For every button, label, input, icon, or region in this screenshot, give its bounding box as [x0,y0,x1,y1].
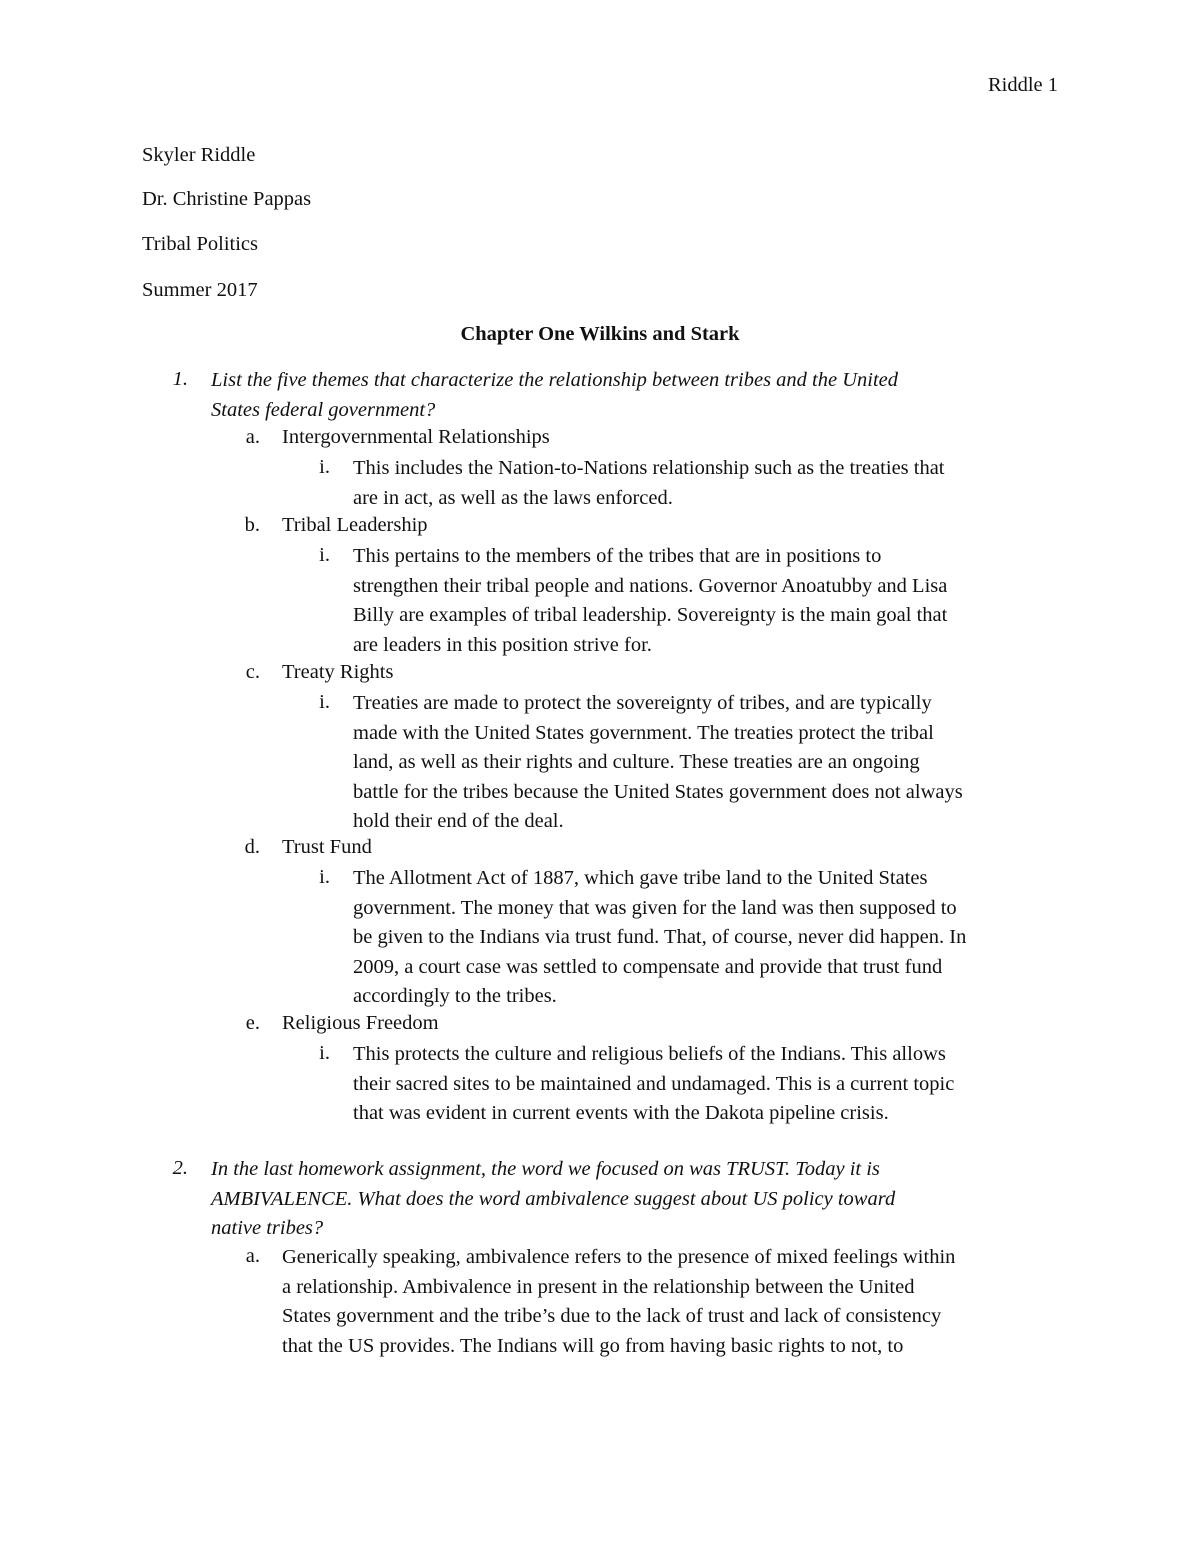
answer-text [282,1243,955,1361]
sub-item-marker: i. [319,1042,330,1064]
description-line: be given to the Indians via trust fund. That, of course, never did happen. In [353,926,967,948]
question-line: List the five themes that characterize the relationship between tribes and the United [211,369,899,391]
course-name: Tribal Politics [142,233,259,255]
question-line: AMBIVALENCE. What does the word ambivalence suggest about US policy toward [211,1187,896,1210]
answer-line: that the US provides. The Indians will go from having basic rights to not, to [282,1334,904,1357]
description-line: their sacred sites to be maintained and undamaged. This is a current topic [353,1072,955,1095]
question-1-text [211,366,898,425]
description-line: This protects the culture and religious beliefs of the Indians. This allows [353,1043,946,1065]
instructor-name: Dr. Christine Pappas [142,188,312,210]
description-line: are in act, as well as the laws enforced. [353,486,673,509]
description-line: made with the United States government. The treaties protect the tribal [353,721,934,744]
sub-item-marker: i. [319,544,330,566]
theme-label: Intergovernmental Relationships [282,426,550,448]
item-marker: c. [245,661,260,683]
question-number: 1. [172,368,188,390]
description-line: Billy are examples of tribal leadership. Sovereignty is the main goal that [353,604,948,626]
page-header-label: Riddle 1 [987,74,1058,96]
description-line: This includes the Nation-to-Nations relationship such as the treaties that [353,457,945,479]
question-2-text [211,1155,895,1244]
item-marker: d. [244,836,260,858]
sub-item-marker: i. [319,691,330,713]
item-marker: b. [244,514,260,536]
theme-label: Religious Freedom [282,1012,439,1034]
description-line: battle for the tribes because the United States government does not always [353,780,963,803]
description-line: The Allotment Act of 1887, which gave tribe land to the United States [353,867,928,889]
description-line: hold their end of the deal. [353,810,564,832]
document-title: Chapter One Wilkins and Stark [460,323,740,345]
question-line: States federal government? [211,398,436,421]
answer-line: a relationship. Ambivalence in present in the relationship between the United [282,1275,915,1298]
theme-description [353,1040,954,1129]
description-line: This pertains to the members of the tribes that are in positions to [353,545,882,567]
theme-label: Treaty Rights [282,661,394,683]
question-line: native tribes? [211,1217,324,1239]
student-name: Skyler Riddle [142,144,256,166]
description-line: accordingly to the tribes. [353,985,557,1007]
theme-description [353,454,945,513]
theme-description [353,542,947,660]
question-number: 2. [172,1157,188,1179]
description-line: strengthen their tribal people and nations. Governor Anoatubby and Lisa [353,574,948,597]
description-line: that was evident in current events with the Dakota pipeline crisis. [353,1102,889,1124]
answer-line: States government and the tribe’s due to the lack of trust and lack of consistency [282,1305,942,1327]
description-line: land, as well as their rights and culture. These treaties are an ongoing [353,751,920,773]
theme-label: Trust Fund [282,836,372,858]
answer-line: Generically speaking, ambivalence refers to the presence of mixed feelings within [282,1246,956,1268]
term: Summer 2017 [142,279,258,301]
question-line: In the last homework assignment, the word we focused on was TRUST. Today it is [211,1158,880,1180]
theme-description [353,864,966,1012]
theme-label: Tribal Leadership [282,514,428,536]
item-marker: a. [245,1245,260,1267]
sub-item-marker: i. [319,866,330,888]
sub-item-marker: i. [319,456,330,478]
description-line: government. The money that was given for the land was then supposed to [353,896,957,919]
description-line: Treaties are made to protect the sovereignty of tribes, and are typically [353,692,932,714]
description-line: are leaders in this position strive for. [353,633,652,656]
theme-description [353,689,963,837]
item-marker: a. [245,426,260,448]
item-marker: e. [245,1012,260,1034]
description-line: 2009, a court case was settled to compensate and provide that trust fund [353,955,943,978]
